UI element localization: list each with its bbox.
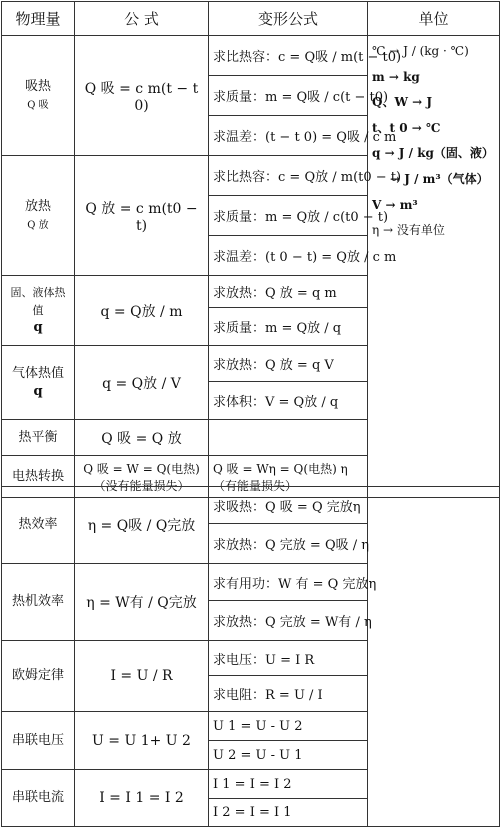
derived-cell: 求吸热：Q 吸 = Q 完放η: [209, 487, 368, 524]
formula-cell: η = Q吸 / Q完放: [75, 487, 209, 564]
unit-item: m → kg: [372, 69, 420, 84]
derived-cell: 求比热容：c = Q放 / m(t0 − t): [209, 156, 368, 196]
quantity-cell: 欧姆定律: [2, 641, 75, 712]
quantity-cell: 热效率: [2, 487, 75, 564]
formula-note: （没有能量损失）: [93, 478, 190, 493]
quantity-symbol: Q 放: [27, 219, 49, 231]
derived-text: Q 吸 = Wη = Q(电热) η: [213, 461, 348, 476]
derived-cell: 求放热：Q 完放 = W有 / η: [209, 601, 368, 641]
table-row: [2, 36, 500, 76]
unit-item: t、t 0 → ℃: [372, 120, 441, 135]
derived-cell: U 2 = U - U 1: [209, 741, 368, 770]
header-quantity: 物理量: [2, 2, 75, 36]
formula-cell: q = Q放 / m: [75, 276, 209, 346]
quantity-name: 气体热值: [11, 365, 64, 381]
quantity-cell: 串联电压: [2, 712, 75, 770]
formula-cell: I = U / R: [75, 641, 209, 712]
derived-cell: 求温差：(t − t 0) = Q吸 / c m: [209, 116, 368, 156]
table-row: [2, 487, 500, 524]
unit-item: Q、W → J: [372, 95, 433, 110]
derived-cell: I 2 = I = I 1: [209, 799, 368, 827]
formula-cell: Q 放 = c m(t0 − t): [75, 156, 209, 276]
derived-cell: 求电阻：R = U / I: [209, 676, 368, 712]
derived-cell: 求质量：m = Q吸 / c(t − t0): [209, 76, 368, 116]
derived-cell: 求体积：V = Q放 / q: [209, 382, 368, 420]
derived-cell: 求放热：Q 完放 = Q吸 / η: [209, 524, 368, 564]
derived-cell: 求温差：(t 0 − t) = Q放 / c m: [209, 236, 368, 276]
derived-cell: 求质量：m = Q放 / c(t0 − t): [209, 196, 368, 236]
formula-cell: I = I 1 = I 2: [75, 770, 209, 827]
formula-cell: Q 吸 = c m(t − t 0): [75, 36, 209, 156]
quantity-name: 放热: [24, 198, 51, 214]
formula-cell: U = U 1+ U 2: [75, 712, 209, 770]
quantity-symbol: Q 吸: [27, 99, 49, 111]
derived-cell: [209, 420, 368, 456]
derived-cell: U 1 = U - U 2: [209, 712, 368, 741]
unit-blank-cell: [368, 487, 500, 827]
unit-item: → J / m³（气体）: [390, 171, 489, 186]
header-formula: 公 式: [75, 2, 209, 36]
physics-formula-table: [1, 1, 500, 498]
unit-item: ℃ → J / (kg · ℃): [372, 44, 469, 58]
physics-formula-table-lower: [1, 486, 500, 827]
derived-note: （有能量损失）: [213, 478, 298, 493]
quantity-cell: [2, 346, 75, 420]
formula-text: Q 吸 = W = Q(电热): [83, 461, 200, 476]
derived-cell: 求比热容：c = Q吸 / m(t − t0): [209, 36, 368, 76]
quantity-cell: [2, 36, 75, 156]
unit-item: V → m³: [372, 197, 418, 212]
quantity-cell: 热机效率: [2, 564, 75, 641]
derived-cell: 求放热：Q 放 = q m: [209, 276, 368, 308]
header-unit: 单位: [368, 2, 500, 36]
quantity-name: 固、液体热值: [10, 286, 66, 317]
derived-cell: 求电压：U = I R: [209, 641, 368, 676]
quantity-cell: 串联电流: [2, 770, 75, 827]
header-row: [2, 2, 500, 36]
quantity-symbol: q: [33, 320, 43, 336]
formula-cell: η = W有 / Q完放: [75, 564, 209, 641]
derived-cell: 求有用功：W 有 = Q 完放η: [209, 564, 368, 601]
derived-cell: 求质量：m = Q放 / q: [209, 308, 368, 346]
quantity-cell: 热平衡: [2, 420, 75, 456]
unit-item: η → 没有单位: [372, 223, 445, 238]
quantity-name: 吸热: [24, 78, 51, 94]
unit-item: q → J / kg（固、液）: [372, 146, 494, 161]
derived-cell: I 1 = I = I 2: [209, 770, 368, 799]
formula-cell: Q 吸 = Q 放: [75, 420, 209, 456]
quantity-cell: [2, 276, 75, 346]
quantity-symbol: q: [33, 383, 43, 399]
header-derived: 变形公式: [209, 2, 368, 36]
derived-cell: 求放热：Q 放 = q V: [209, 346, 368, 382]
quantity-cell: [2, 156, 75, 276]
quantity-cell: 电热转换: [2, 456, 75, 498]
formula-cell: q = Q放 / V: [75, 346, 209, 420]
